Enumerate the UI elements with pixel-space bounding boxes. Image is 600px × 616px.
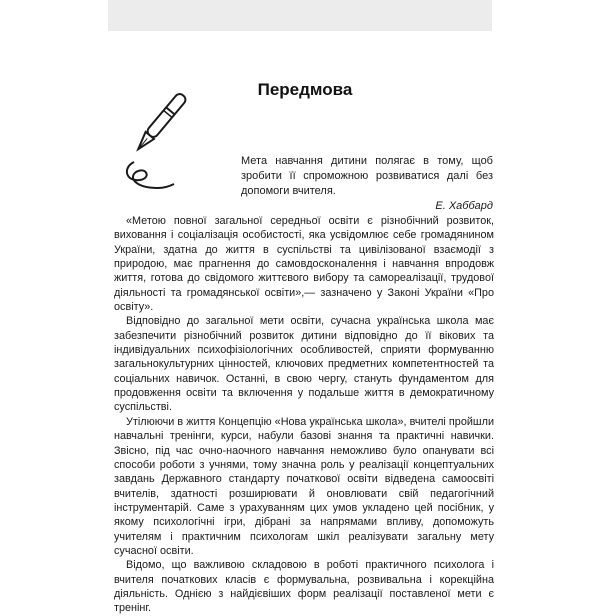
paragraph: Відповідно до загальної мети освіти, сучасна українська школа має забезпечити різнобічний розвиток дитини відповідно до її вікових та індивідуальних психофізіологічних особливостей, сприяти формуванню загальнокультурних цінностей, ключових предметних компетентностей та соціальних навичок. Останні, в свою чергу, стануть фундаментом для продовження освіти та включення у подальше життя в демократичному суспільстві.: [114, 315, 494, 414]
paragraph: Утілюючи в життя Концепцію «Нова українська школа», вчителі пройшли навчальні тренінги, курси, набули базові знання та практичні навички. Звісно, під час очно-наочного навчання неможливо було опанувати всі способи роботи з учнями, тому значна роль у реалізації концептуальних завдань Державного стандарту початкової освіти відведена самоосвіті вчителів, здатності розширювати й оновлювати свій педагогічний інструментарій. Саме з урахуванням цих умов укладено цей посібник, у якому психологічні ігри, дібрані за напрямами впливу, допоможуть учителям і практичним психологам шкіл реалізувати загальну мету сучасної освіти.: [114, 415, 494, 557]
paragraph: «Метою повної загальної середньої освіти є різнобічний розвиток, виховання і соціалізація особистості, яка усвідомлює себе громадянином України, здатна до життя в суспільстві та цивілізованої взаємодії з природою, має прагнення до самовдосконалення і навчання впродовж життя, готова до свідомого життєвого вибору та самореалізації, трудової діяльності та громадянської освіти»,— зазначено у Законі України «Про освіту».: [114, 215, 494, 314]
page-title: Передмова: [257, 80, 353, 99]
epigraph-text: Мета навчання дитини полягає в тому, щоб зробити її спроможною розвиватися далі без допомоги вчителя.: [241, 155, 493, 197]
epigraph-author: Е. Хаббард: [435, 200, 493, 212]
epigraph: [241, 154, 493, 199]
paragraph: Відомо, що важливою складовою в роботі практичного психолога і вчителя початкових класів є формувальна, розвивальна і корекційна діяльність. Однією з найдієвіших форм реалізації поставленої мети є тренінг.: [114, 559, 494, 615]
fountain-pen-icon: [112, 92, 182, 192]
body-text: [114, 214, 494, 616]
top-gray-bar: [108, 0, 492, 31]
